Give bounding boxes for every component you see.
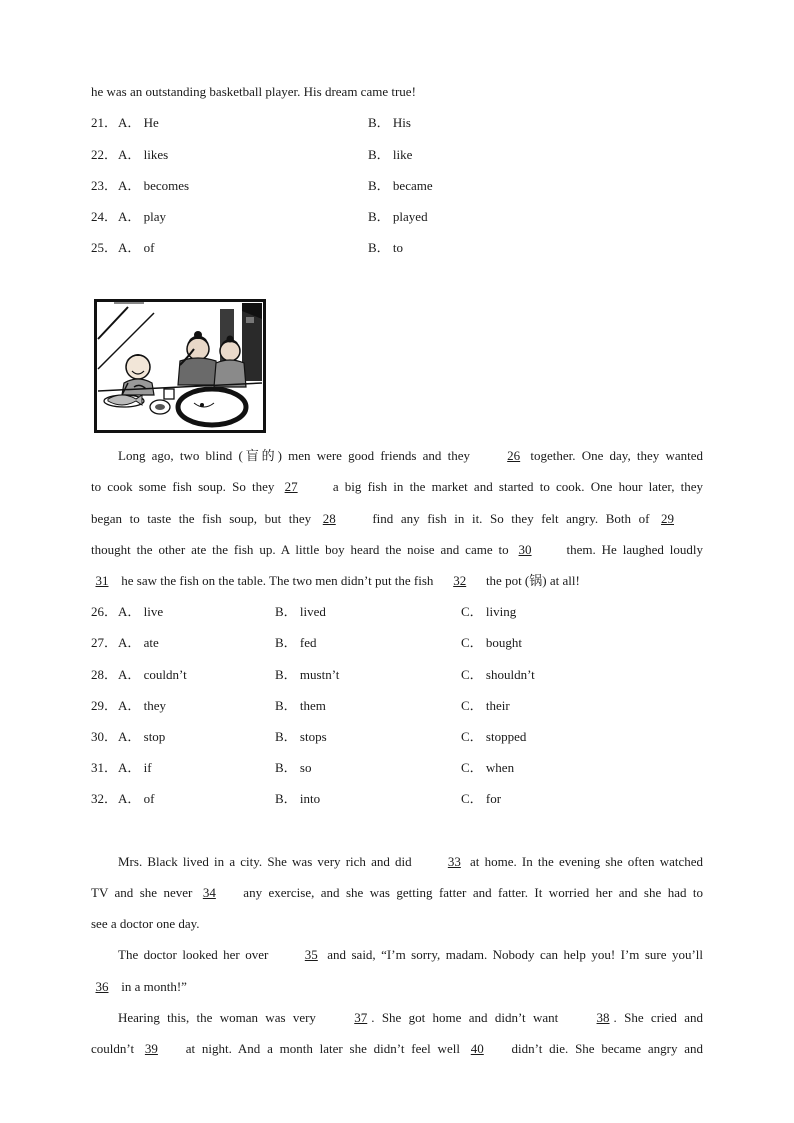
question-number: 26． <box>91 604 118 619</box>
passage3-line <box>91 1041 703 1057</box>
text: in a month!” <box>121 979 187 994</box>
blank-29: 29 <box>661 511 675 526</box>
option-b: B． them <box>275 698 326 713</box>
option-b: B． to <box>368 240 404 255</box>
text: them. He laughed loudly <box>566 542 703 557</box>
blank-30: 30 <box>518 542 532 557</box>
blank-36: 36 <box>95 979 109 994</box>
passage2-line <box>91 448 703 464</box>
text: . She got home and didn’t want <box>371 1010 559 1025</box>
option-a: A． He <box>118 115 159 130</box>
intro-line: he was an outstanding basketball player. His dream came true! <box>91 84 416 99</box>
option-a: A． of <box>118 791 155 806</box>
text: TV and she never <box>91 885 193 900</box>
option-a: A． of <box>118 240 155 255</box>
passage3-line <box>91 979 703 995</box>
blank-26: 26 <box>507 448 521 463</box>
question-number: 24． <box>91 209 118 224</box>
option-b: B． fed <box>275 635 317 650</box>
blank-35: 35 <box>304 947 318 962</box>
text: . She cried and <box>613 1010 703 1025</box>
option-b: B． became <box>368 178 433 193</box>
blank-28: 28 <box>322 511 336 526</box>
blank-40: 40 <box>470 1041 484 1056</box>
option-b: B． into <box>275 791 321 806</box>
text: Long ago, two blind (盲的) men were good friends and they <box>118 448 470 463</box>
option-c: C． shouldn’t <box>461 667 535 682</box>
option-c: C． for <box>461 791 502 806</box>
passage3-line <box>91 1010 703 1026</box>
option-b: B． played <box>368 209 428 224</box>
blank-31: 31 <box>95 573 109 588</box>
text: Hearing this, the woman was very <box>118 1010 316 1025</box>
text: together. One day, they wanted <box>530 448 704 463</box>
passage2-line <box>91 479 703 495</box>
option-b: B． mustn’t <box>275 667 340 682</box>
passage3-line: see a doctor one day. <box>91 916 200 931</box>
text: began to taste the fish soup, but they <box>91 511 312 526</box>
question-number: 29． <box>91 698 118 713</box>
text: any exercise, and she was getting fatter and fatter. It worried her and she had to <box>243 885 704 900</box>
question-number: 25． <box>91 240 118 255</box>
option-a: A． live <box>118 604 164 619</box>
option-c: C． when <box>461 760 515 775</box>
blank-39: 39 <box>144 1041 158 1056</box>
blank-33: 33 <box>447 854 461 869</box>
text: to cook some fish soup. So they <box>91 479 275 494</box>
option-a: A． likes <box>118 147 169 162</box>
text: The doctor looked her over <box>118 947 269 962</box>
cartoon-illustration <box>94 299 266 433</box>
text: didn’t die. She became angry and <box>511 1041 704 1056</box>
option-c: C． their <box>461 698 510 713</box>
passage2-line <box>91 542 703 558</box>
question-number: 30． <box>91 729 118 744</box>
question-number: 32． <box>91 791 118 806</box>
option-a: A． if <box>118 760 152 775</box>
question-number: 22． <box>91 147 118 162</box>
option-a: A． stop <box>118 729 166 744</box>
question-number: 23． <box>91 178 118 193</box>
option-c: C． stopped <box>461 729 527 744</box>
option-b: B． like <box>368 147 413 162</box>
question-number: 31． <box>91 760 118 775</box>
option-c: C． bought <box>461 635 523 650</box>
option-b: B． so <box>275 760 312 775</box>
option-a: A． couldn’t <box>118 667 187 682</box>
text: couldn’t <box>91 1041 135 1056</box>
text: he saw the fish on the table. The two men didn’t put the fish <box>121 573 434 588</box>
blank-38: 38 <box>596 1010 610 1025</box>
text: Mrs. Black lived in a city. She was very rich and did <box>118 854 412 869</box>
text: a big fish in the market and started to cook. One hour later, they <box>332 479 704 494</box>
passage2-line <box>91 511 703 527</box>
option-a: A． they <box>118 698 167 713</box>
blank-32: 32 <box>453 573 467 588</box>
passage3-line <box>91 947 703 963</box>
text: and said, “I’m sorry, madam. Nobody can help you! I’m sure you’ll <box>327 947 704 962</box>
option-a: A． becomes <box>118 178 190 193</box>
question-number: 21． <box>91 115 118 130</box>
option-c: C． living <box>461 604 517 619</box>
text: find any fish in it. So they felt angry. Both of <box>372 511 650 526</box>
text: the pot (锅) at all! <box>485 573 580 588</box>
text: at night. And a month later she didn’t feel well <box>185 1041 460 1056</box>
option-b: B． lived <box>275 604 326 619</box>
passage3-line <box>91 854 703 870</box>
question-number: 28． <box>91 667 118 682</box>
blank-27: 27 <box>284 479 298 494</box>
blank-34: 34 <box>202 885 216 900</box>
text: thought the other ate the fish up. A little boy heard the noise and came to <box>91 542 509 557</box>
passage3-line <box>91 885 703 901</box>
blank-37: 37 <box>354 1010 368 1025</box>
passage2-line <box>91 573 703 589</box>
question-number: 27． <box>91 635 118 650</box>
option-a: A． ate <box>118 635 159 650</box>
option-b: B． stops <box>275 729 327 744</box>
text: at home. In the evening she often watched <box>470 854 703 869</box>
option-a: A． play <box>118 209 167 224</box>
option-b: B． His <box>368 115 411 130</box>
